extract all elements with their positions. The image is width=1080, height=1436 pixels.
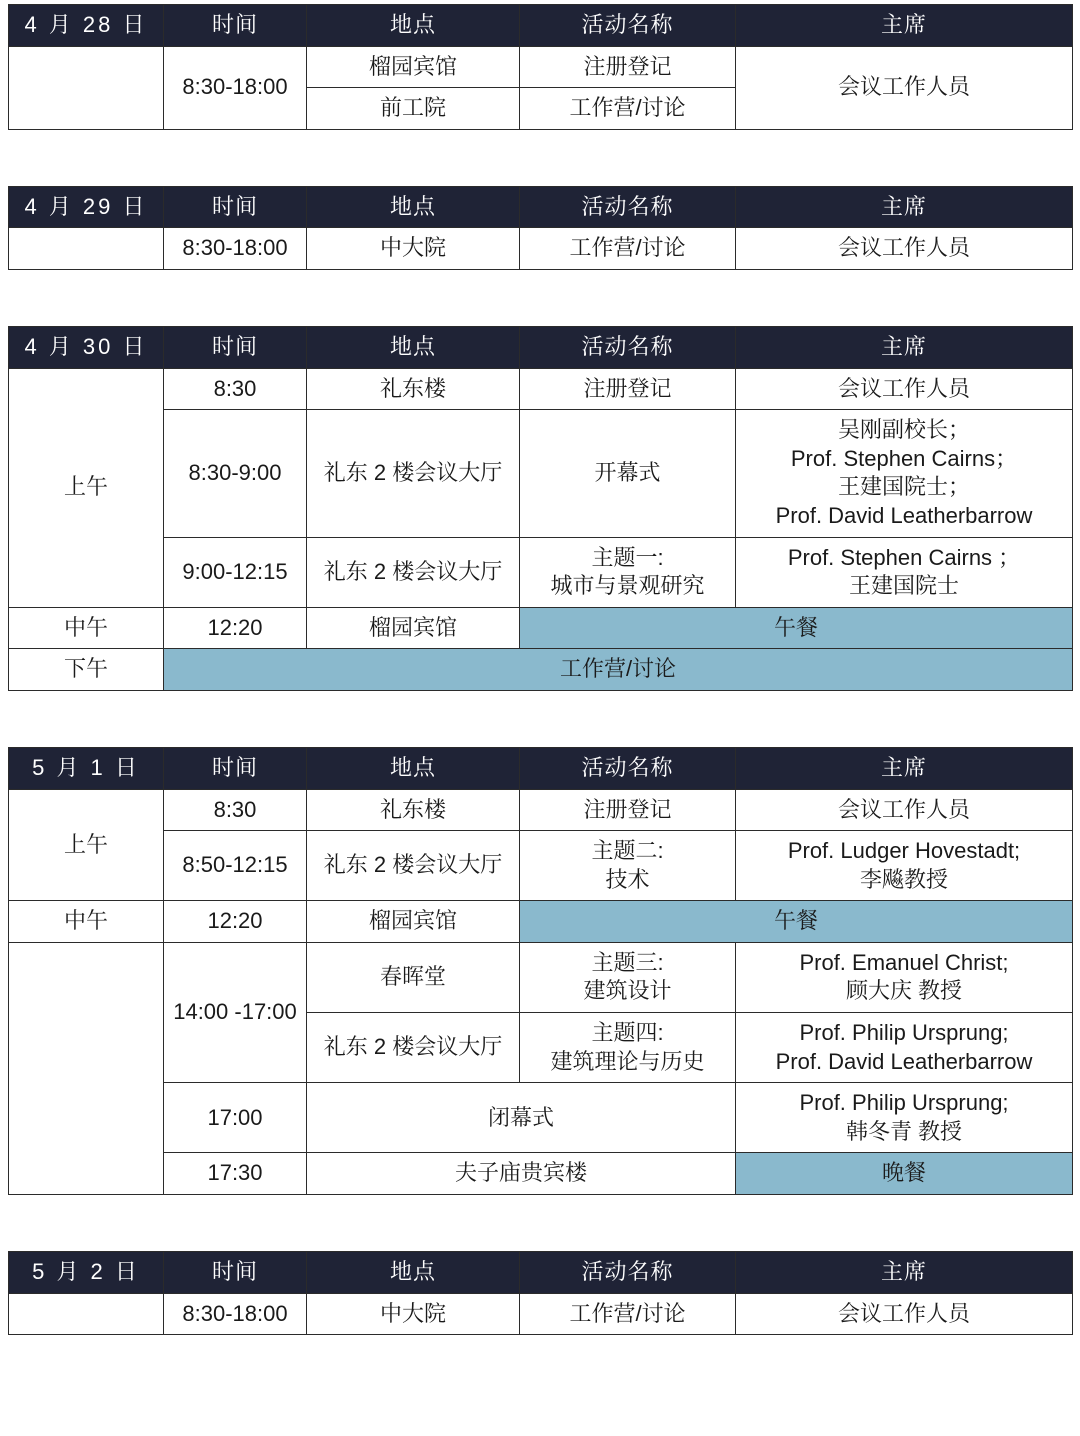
header-activity: 活动名称 [520, 326, 736, 368]
header-place: 地点 [307, 186, 520, 228]
header-time: 时间 [164, 326, 307, 368]
activity-line: 主题四: [591, 1020, 664, 1046]
period-cell [9, 1293, 164, 1335]
chair-cell: 会议工作人员 [736, 1293, 1073, 1335]
place-cell: 中大院 [307, 1293, 520, 1335]
time-cell: 8:30 [164, 368, 307, 410]
time-cell: 8:30-9:00 [164, 410, 307, 537]
activity-cell: 闭幕式 [307, 1083, 736, 1153]
chair-line: Prof. Emanuel Christ; [799, 949, 1009, 975]
header-place: 地点 [307, 5, 520, 47]
chair-cell [736, 831, 1073, 901]
time-cell: 9:00-12:15 [164, 537, 307, 607]
chair-line: Prof. Ludger Hovestadt; [787, 838, 1021, 864]
chair-line: Prof. David Leatherbarrow [775, 1048, 1033, 1074]
header-place: 地点 [307, 747, 520, 789]
place-cell: 榴园宾馆 [307, 607, 520, 649]
header-chair: 主席 [736, 5, 1073, 47]
activity-line: 技术 [605, 866, 650, 892]
table-spacer [8, 691, 1072, 747]
table-row [9, 368, 1073, 410]
chair-line: 韩冬青 教授 [845, 1118, 963, 1144]
table-row [9, 831, 1073, 901]
header-time: 时间 [164, 747, 307, 789]
header-chair: 主席 [736, 1252, 1073, 1294]
schedule-table-day3 [8, 326, 1073, 691]
chair-cell [736, 942, 1073, 1012]
period-cell [9, 228, 164, 270]
chair-line: Prof. Stephen Cairns ； [787, 544, 1021, 570]
activity-line: 主题一: [591, 544, 664, 570]
table-row [9, 1153, 1073, 1195]
schedule-table-day5 [8, 1251, 1073, 1335]
chair-line: Prof. Stephen Cairns； [790, 445, 1018, 471]
table-row [9, 1293, 1073, 1335]
chair-cell: 会议工作人员 [736, 228, 1073, 270]
time-cell: 8:50-12:15 [164, 831, 307, 901]
table-header-row [9, 5, 1073, 47]
chair-cell [736, 410, 1073, 537]
chair-line: 顾大庆 教授 [845, 978, 963, 1004]
place-cell: 礼东 2 楼会议大厅 [307, 831, 520, 901]
table-spacer [8, 1195, 1072, 1251]
period-cell-noon: 中午 [9, 901, 164, 943]
table-header-row [9, 747, 1073, 789]
place-cell: 礼东楼 [307, 789, 520, 831]
time-cell: 17:30 [164, 1153, 307, 1195]
header-date: 4 月 28 日 [9, 5, 164, 47]
header-chair: 主席 [736, 747, 1073, 789]
table-row [9, 410, 1073, 537]
header-time: 时间 [164, 186, 307, 228]
schedule-table-day2 [8, 186, 1073, 270]
chair-line: 李飚教授 [859, 866, 948, 892]
chair-cell: 会议工作人员 [736, 789, 1073, 831]
table-header-row [9, 326, 1073, 368]
time-cell: 14:00 -17:00 [164, 942, 307, 1082]
place-cell: 礼东 2 楼会议大厅 [307, 537, 520, 607]
place-cell: 榴园宾馆 [307, 46, 520, 88]
activity-line: 主题二: [591, 838, 664, 864]
activity-cell: 工作营/讨论 [520, 228, 736, 270]
place-cell: 礼东 2 楼会议大厅 [307, 1013, 520, 1083]
header-time: 时间 [164, 5, 307, 47]
activity-cell [520, 537, 736, 607]
table-spacer [8, 270, 1072, 326]
table-header-row [9, 1252, 1073, 1294]
header-date: 5 月 1 日 [9, 747, 164, 789]
table-row [9, 942, 1073, 1012]
activity-cell: 开幕式 [520, 410, 736, 537]
dinner-cell: 晚餐 [736, 1153, 1073, 1195]
table-row [9, 228, 1073, 270]
period-cell-morning: 上午 [9, 368, 164, 607]
header-date: 4 月 30 日 [9, 326, 164, 368]
lunch-cell: 午餐 [520, 607, 1073, 649]
time-cell: 12:20 [164, 901, 307, 943]
activity-line: 建筑设计 [583, 978, 672, 1004]
activity-cell: 工作营/讨论 [520, 1293, 736, 1335]
place-cell: 礼东 2 楼会议大厅 [307, 410, 520, 537]
table-row [9, 649, 1073, 691]
table-spacer [8, 130, 1072, 186]
activity-cell: 注册登记 [520, 46, 736, 88]
chair-line: 王建国院士； [837, 474, 970, 500]
activity-cell: 注册登记 [520, 789, 736, 831]
time-cell: 8:30-18:00 [164, 46, 307, 129]
place-cell: 礼东楼 [307, 368, 520, 410]
header-time: 时间 [164, 1252, 307, 1294]
table-header-row [9, 186, 1073, 228]
header-activity: 活动名称 [520, 747, 736, 789]
header-chair: 主席 [736, 186, 1073, 228]
place-cell: 夫子庙贵宾楼 [307, 1153, 736, 1195]
chair-line: 王建国院士 [848, 573, 959, 599]
header-activity: 活动名称 [520, 186, 736, 228]
chair-line: Prof. Philip Ursprung; [799, 1020, 1009, 1046]
chair-cell [736, 1013, 1073, 1083]
period-cell-afternoon: 下午 [9, 649, 164, 691]
activity-cell: 注册登记 [520, 368, 736, 410]
period-cell-morning: 上午 [9, 789, 164, 901]
activity-line: 主题三: [591, 949, 664, 975]
lunch-cell: 午餐 [520, 901, 1073, 943]
place-cell: 春晖堂 [307, 942, 520, 1012]
chair-line: Prof. David Leatherbarrow [775, 502, 1033, 528]
chair-cell: 会议工作人员 [736, 368, 1073, 410]
time-cell: 17:00 [164, 1083, 307, 1153]
chair-cell [736, 537, 1073, 607]
schedule-table-day1 [8, 4, 1073, 130]
activity-line: 城市与景观研究 [550, 573, 705, 599]
activity-line: 建筑理论与历史 [550, 1048, 705, 1074]
time-cell: 12:20 [164, 607, 307, 649]
period-cell [9, 46, 164, 129]
table-row [9, 789, 1073, 831]
header-activity: 活动名称 [520, 5, 736, 47]
header-place: 地点 [307, 1252, 520, 1294]
table-row [9, 901, 1073, 943]
header-date: 4 月 29 日 [9, 186, 164, 228]
header-activity: 活动名称 [520, 1252, 736, 1294]
table-row [9, 1083, 1073, 1153]
activity-cell [520, 1013, 736, 1083]
table-row [9, 607, 1073, 649]
chair-cell: 会议工作人员 [736, 46, 1073, 129]
period-cell-noon: 中午 [9, 607, 164, 649]
chair-line: Prof. Philip Ursprung; [799, 1090, 1009, 1116]
header-place: 地点 [307, 326, 520, 368]
activity-cell [520, 942, 736, 1012]
period-cell-afternoon [9, 942, 164, 1194]
time-cell: 8:30-18:00 [164, 1293, 307, 1335]
chair-cell [736, 1083, 1073, 1153]
header-chair: 主席 [736, 326, 1073, 368]
place-cell: 前工院 [307, 88, 520, 130]
workshop-cell: 工作营/讨论 [164, 649, 1073, 691]
activity-cell [520, 831, 736, 901]
schedule-table-day4 [8, 747, 1073, 1195]
header-date: 5 月 2 日 [9, 1252, 164, 1294]
time-cell: 8:30 [164, 789, 307, 831]
place-cell: 榴园宾馆 [307, 901, 520, 943]
activity-cell: 工作营/讨论 [520, 88, 736, 130]
place-cell: 中大院 [307, 228, 520, 270]
table-row [9, 46, 1073, 88]
table-row [9, 537, 1073, 607]
time-cell: 8:30-18:00 [164, 228, 307, 270]
chair-line: 吴刚副校长； [837, 417, 970, 443]
